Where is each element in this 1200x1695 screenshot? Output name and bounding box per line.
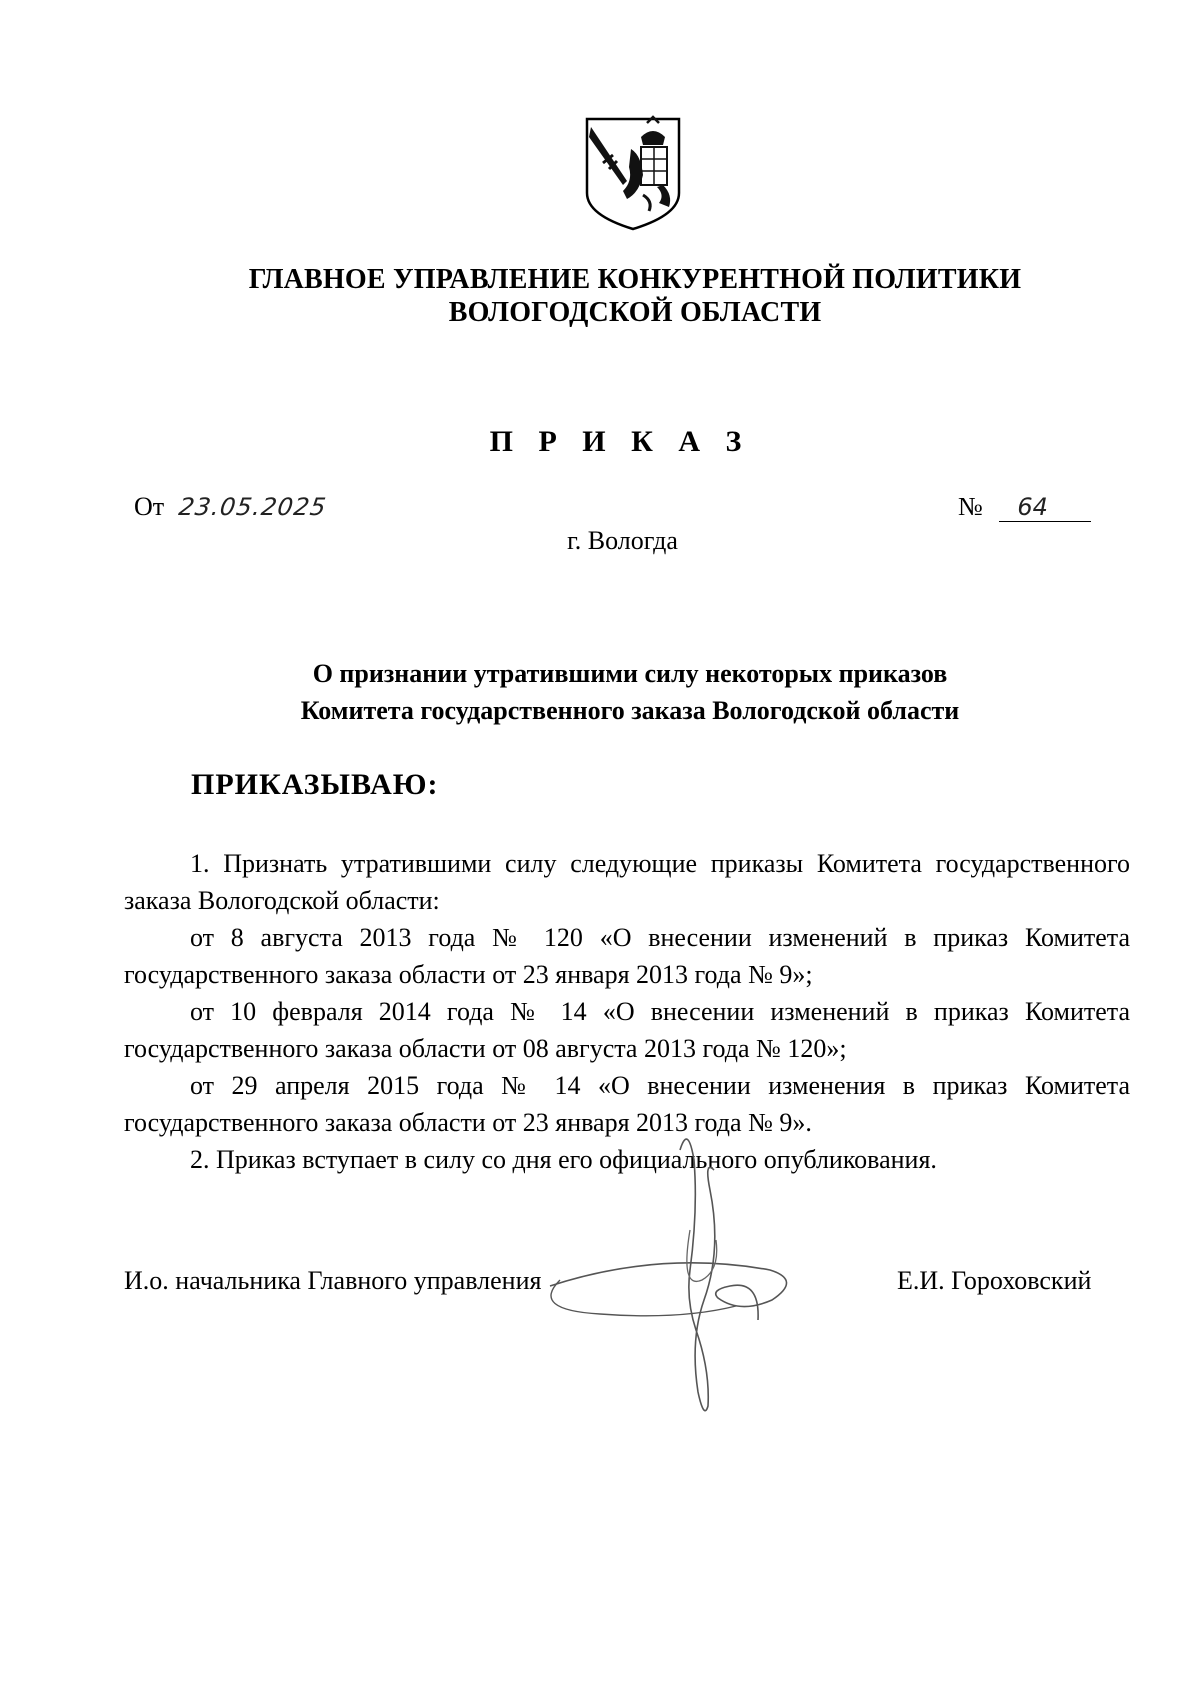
handwritten-signature (540, 1130, 840, 1420)
org-name-line2: ВОЛОГОДСКОЙ ОБЛАСТИ (448, 297, 822, 328)
signatory-position: И.о. начальника Главного управления (124, 1266, 542, 1295)
org-name-line1: ГЛАВНОЕ УПРАВЛЕНИЕ КОНКУРЕНТНОЙ ПОЛИТИКИ (248, 264, 1022, 295)
date-value: 23.05.2025 (176, 493, 329, 521)
coat-of-arms-icon (583, 115, 683, 233)
order-word: ПРИКАЗЫВАЮ: (191, 768, 439, 801)
number-label: № (958, 492, 983, 521)
document-body (124, 845, 1130, 1178)
paragraph: 1. Признать утратившими силу следующие приказы Комитета государственного заказа Вологодской области: (124, 849, 1130, 915)
title-line1: О признании утратившими силу некоторых приказов (312, 659, 948, 688)
paragraph: 2. Приказ вступает в силу со дня его официального опубликования. (190, 1145, 937, 1174)
date-row (134, 492, 329, 522)
number-row (958, 492, 1091, 522)
signatory-name: Е.И. Гороховский (897, 1266, 1092, 1295)
title-line2: Комитета государственного заказа Вологодской области (300, 696, 960, 725)
paragraph: от 8 августа 2013 года № 120 «О внесении изменений в приказ Комитета государственного заказа области от 23 января 2013 года № 9»; (124, 923, 1130, 989)
paragraph: от 10 февраля 2014 года № 14 «О внесении изменений в приказ Комитета государственного заказа области от 08 августа 2013 года № 120»; (124, 997, 1130, 1063)
date-label: От (134, 492, 165, 521)
number-value: 64 (999, 493, 1091, 522)
city: г. Вологда (567, 526, 678, 555)
document-type: П Р И К А З (489, 425, 751, 458)
paragraph: от 29 апреля 2015 года № 14 «О внесении изменения в приказ Комитета государственного заказа области от 23 января 2013 года № 9». (124, 1071, 1130, 1137)
